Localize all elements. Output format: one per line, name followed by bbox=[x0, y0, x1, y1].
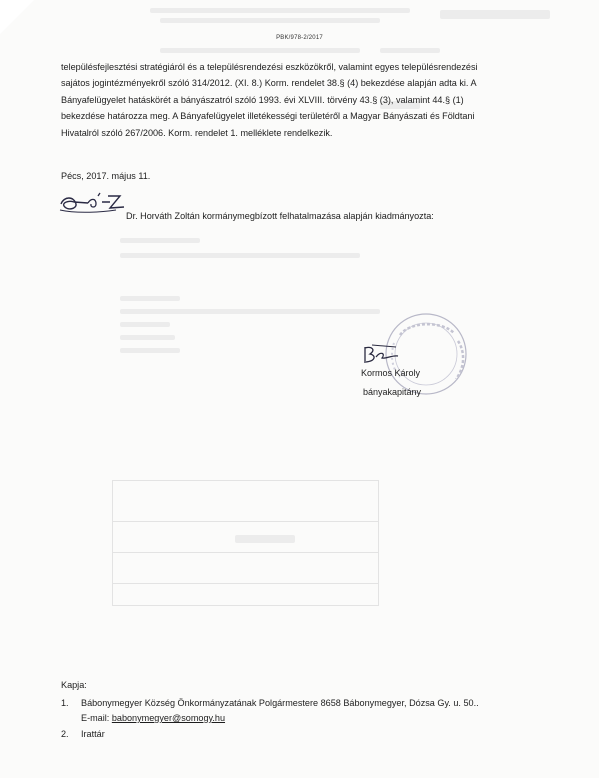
recipient-email-line bbox=[81, 713, 225, 723]
authorization-line: Dr. Horváth Zoltán kormánymegbízott felhatalmazása alapján kiadmányozta: bbox=[126, 211, 434, 221]
reference-number: PBK/978-2/2017 bbox=[276, 35, 323, 41]
recipient-number: 2. bbox=[61, 729, 69, 739]
recipient-number: 1. bbox=[61, 698, 69, 708]
paragraph-line: Hivatalról szóló 267/2006. Korm. rendelet 1. melléklete rendelkezik. bbox=[61, 127, 333, 138]
recipient-text: Bábonymegyer Község Önkormányzatának Polgármestere 8658 Bábonymegyer, Dózsa Gy. u. 50.. bbox=[81, 698, 479, 708]
signer-name: Kormos Károly bbox=[361, 368, 421, 378]
show-through-table-header bbox=[112, 480, 379, 522]
show-through-line bbox=[120, 348, 180, 353]
place-and-date: Pécs, 2017. május 11. bbox=[61, 171, 151, 181]
show-through-table-row bbox=[112, 552, 379, 584]
email-label: E-mail: bbox=[81, 713, 110, 723]
show-through-logo bbox=[440, 10, 550, 19]
paragraph-line: településfejlesztési stratégiáról és a településrendezési eszközökről, valamint egyes településrendezési bbox=[61, 62, 478, 72]
paragraph-line: sajátos jogintézményekről szóló 314/2012. (XI. 8.) Korm. rendelet 38.§ (4) bekezdése alapján adta ki. A bbox=[61, 78, 477, 89]
show-through-line bbox=[120, 335, 175, 340]
show-through-line bbox=[160, 48, 360, 53]
show-through-line bbox=[120, 322, 170, 327]
handwritten-signature bbox=[362, 343, 402, 367]
show-through-line bbox=[120, 296, 180, 301]
recipient-email-link[interactable]: babonymegyer@somogy.hu bbox=[111, 713, 226, 723]
show-through-line bbox=[160, 18, 380, 23]
show-through-line bbox=[235, 535, 295, 543]
signer-title: bányakapitány bbox=[363, 387, 422, 397]
recipient-text: Irattár bbox=[81, 729, 105, 739]
folded-corner bbox=[0, 0, 34, 34]
show-through-line bbox=[120, 253, 360, 258]
recipients-label: Kapja: bbox=[61, 680, 87, 690]
show-through-line bbox=[120, 309, 380, 314]
body-paragraph bbox=[61, 59, 539, 141]
show-through-line bbox=[150, 8, 410, 13]
handwritten-initials bbox=[58, 190, 130, 216]
paragraph-line: bekezdése határozza meg. A Bányafelügyelet illetékességi területéről a Magyar Bányászati és Földtani bbox=[61, 111, 475, 122]
show-through-line bbox=[120, 238, 200, 243]
paragraph-line: Bányafelügyelet hatáskörét a bányászatról szóló 1993. évi XLVIII. törvény 43.§ (3), valamint 44.§ (1) bbox=[61, 94, 464, 105]
show-through-line bbox=[380, 48, 440, 53]
